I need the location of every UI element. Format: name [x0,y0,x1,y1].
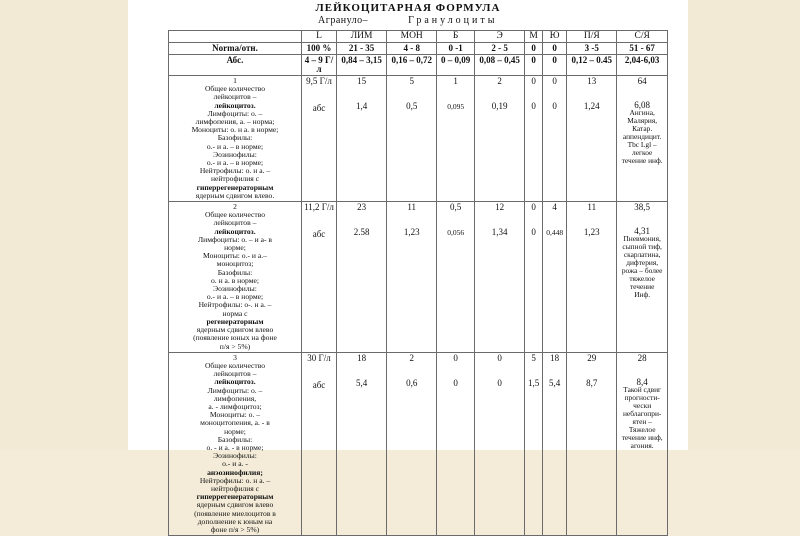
case-description [169,202,302,353]
diagnosis-note: тяжелое [629,274,655,284]
description-line: лимфопения, [213,393,257,403]
description-line: (появление юных на фоне [193,333,277,343]
absolute-value: 0,19 [491,101,508,111]
table-cell: 100 % [302,43,337,55]
table-cell: 2,04-6,03 [617,55,668,76]
case-number: 2 [233,202,237,212]
relative-value: 0,5 [450,202,462,213]
absolute-value: 1,23 [403,227,420,238]
description-line: анэозинофилия; [207,467,263,477]
leukocyte-count-cell [302,76,337,202]
segmented-absolute: 4,31 [634,226,651,237]
description-line: Базофилы: [217,434,253,444]
description-line: а. - лимфоцитоз; [208,401,262,411]
description-line: норме; [224,243,246,253]
document-subtitle [318,15,497,26]
case-row-1 [169,76,668,202]
description-line: о.- и а. - [222,459,248,469]
abs-row [169,55,668,76]
relative-value: 0 [453,352,458,363]
value-cell [567,76,617,202]
row-label: Norma/отн. [169,43,302,55]
description-line: о.- и а. – в норме; [206,292,264,302]
diagnosis-note: прогности- [624,392,660,402]
table-cell: 0 [525,43,543,55]
diagnosis-note: течение [629,282,655,292]
diagnosis-note: Пневмония, [623,234,661,244]
description-line: ядерным сдвигом влево [196,325,274,335]
description-line: Лимфоциты: о. – [207,385,263,395]
abs-label: абс [312,103,326,113]
case-description [169,352,302,535]
diagnosis-note: легкое [632,148,653,157]
diagnosis-note: Катар. [632,124,653,133]
absolute-value: 0,056 [447,228,465,238]
relative-value: 4 [552,202,557,213]
segmented-cell [617,352,668,535]
absolute-value: 8,7 [586,377,598,388]
leukocyte-count: 30 Г/л [307,352,331,363]
table-cell: 0 – 0,09 [437,55,475,76]
description-line: норме; [224,426,246,436]
value-cell [543,76,567,202]
description-line: фоне п/я > 5%) [210,524,260,534]
description-line: п/я > 5%) [219,341,251,351]
leukocyte-count-cell [302,352,337,535]
subtitle-agranulocytes: Агрануло– [318,15,369,26]
value-cell [567,352,617,535]
relative-value: 15 [357,76,367,86]
absolute-value: 5,4 [549,377,561,388]
case-row-2 [169,202,668,353]
absolute-value: 0 [531,227,536,238]
diagnosis-note: чески [633,400,652,410]
header-cell: Ю [543,31,567,43]
diagnosis-note: Тяжелое [628,424,656,434]
diagnosis-note: Малярия, [627,116,658,125]
relative-value: 0 [497,352,502,363]
description-line: Эозинофилы: [213,284,257,294]
diagnosis-note: скарлатина, [623,250,661,260]
header-cell: П/Я [567,31,617,43]
relative-value: 29 [587,352,597,363]
description-line: гиперрегенераторным [196,182,274,192]
absolute-value: 1,24 [583,101,600,111]
diagnosis-note: Ангина, [629,108,655,117]
header-row [169,31,668,43]
header-cell [169,31,302,43]
absolute-value: 2.58 [353,227,370,238]
description-line: ядерным сдвигом влево [196,500,274,510]
description-line: дополнение к юным на [197,516,273,526]
table-cell: 51 - 67 [617,43,668,55]
diagnosis-note: аппендицит. [622,132,662,141]
description-line: о. - и а. - в норме; [206,442,264,452]
leukocyte-table [168,30,668,536]
description-line: Базофилы: [217,133,253,143]
diagnosis-note: Тbc Lgl – [627,140,657,149]
relative-value: 11 [587,202,597,213]
value-cell [475,202,525,353]
diagnosis-note: ятен – [632,416,652,426]
absolute-value: 0,5 [406,101,418,111]
value-cell [387,202,437,353]
absolute-value: 1,34 [491,227,508,238]
description-line: норма с [222,308,248,318]
header-cell: С/Я [617,31,668,43]
description-line: лейкоцитоз. [214,226,256,236]
absolute-value: 1,23 [583,227,600,238]
description-line: Базофилы: [217,267,253,277]
description-line: лейкоцитоз. [214,100,256,110]
segmented-relative: 28 [637,352,647,363]
header-cell: Э [475,31,525,43]
case-description [169,76,302,202]
value-cell [337,76,387,202]
description-line: Нейтрофилы: о. н а. – [199,475,271,485]
diagnosis-note: течение инф, [621,432,663,442]
relative-value: 11 [407,202,417,213]
header-cell: ЛИМ [337,31,387,43]
relative-value: 5 [409,76,414,86]
header-cell: Б [437,31,475,43]
description-line: Общее количество [204,84,266,94]
relative-value: 18 [357,352,367,363]
subtitle-granulocytes: Гранулоциты [408,15,498,26]
value-cell [525,76,543,202]
case-row-3 [169,352,668,535]
value-cell [437,352,475,535]
value-cell [437,76,475,202]
document-title: ЛЕЙКОЦИТАРНАЯ ФОРМУЛА [315,2,501,14]
value-cell [337,352,387,535]
diagnosis-note: рожа – более [621,266,663,276]
absolute-value: 0 [453,377,458,388]
description-line: регенераторным [206,316,264,326]
document-sheet [128,0,688,534]
case-number: 1 [233,76,237,85]
value-cell [337,202,387,353]
absolute-value: 0 [552,101,557,111]
absolute-value: 0 [497,377,502,388]
relative-value: 13 [587,76,597,86]
leukocyte-count: 9,5 Г/л [306,76,332,86]
table-cell: 4 - 8 [387,43,437,55]
description-line: Моноциты: о. н а. в норме; [191,125,279,135]
description-line: Лимфоциты: о. – [207,108,263,118]
segmented-relative: 64 [637,76,647,86]
relative-value: 0 [552,76,557,86]
relative-value: 0 [531,76,536,86]
absolute-value: 1,5 [528,377,540,388]
table-cell: 0,12 – 0.45 [567,55,617,76]
value-cell [387,352,437,535]
description-line: (появление миелоцитов в [194,508,276,518]
segmented-absolute: 8,4 [636,376,648,387]
absolute-value: 0 [531,101,536,111]
description-line: Общее количество [204,360,266,370]
relative-value: 2 [409,352,414,363]
absolute-value: 5,4 [355,377,368,388]
abs-label: абс [312,379,326,390]
description-line: о.- и а. – в норме; [206,158,264,168]
description-line: нейтрофилия с [210,174,260,184]
description-line: Эозинофилы: [213,149,257,159]
table-cell: 0,84 – 3,15 [337,55,387,76]
description-line: лейкоцитоз. [214,377,256,387]
value-cell [567,202,617,353]
description-line: гиперрегенераторным [196,492,274,502]
relative-value: 2 [497,76,502,86]
description-line: лейкоцитов – [213,218,257,228]
value-cell [525,352,543,535]
relative-value: 18 [550,352,560,363]
absolute-value: 1,4 [355,101,368,111]
diagnosis-note: дифтерия, [626,258,659,268]
description-line: лимфопения, а. – норма; [195,117,275,127]
value-cell [475,352,525,535]
table-cell: 21 - 35 [337,43,387,55]
header-cell: L [302,31,337,43]
segmented-relative: 38,5 [634,202,651,213]
diagnosis-note: агония. [630,440,654,450]
diagnosis-note: неблагопри- [622,408,662,418]
description-line: Лимфоциты: о. – и а- в [198,234,272,244]
table-cell: 0,08 – 0,45 [475,55,525,76]
segmented-cell [617,76,668,202]
leukocyte-count: 11,2 Г/л [304,202,334,213]
diagnosis-note: течение инф. [621,156,663,165]
description-line: Общее количество [204,210,266,220]
value-cell [437,202,475,353]
description-line: о. н а. в норме; [210,275,260,285]
description-line: Моноциты: о.- и а.– [203,251,267,261]
header-cell: М [525,31,543,43]
segmented-absolute: 6,08 [634,100,651,110]
segmented-cell [617,202,668,353]
description-line: Моноциты: о. – [209,410,261,420]
absolute-value: 0,448 [546,228,564,238]
description-line: Нейтрофилы: о-. н а. – [198,300,272,310]
table-cell: 0 [543,55,567,76]
table-cell: 0 [525,55,543,76]
diagnosis-note: Инф. [634,290,651,300]
relative-value: 0 [531,202,536,213]
description-line: лейкоцитов – [213,369,257,379]
leukocyte-count-cell [302,202,337,353]
description-line: Эозинофилы: [213,451,257,461]
row-label: Абс. [169,55,302,76]
relative-value: 12 [495,202,505,213]
diagnosis-note: Такой сдвиг [623,384,662,394]
description-line: нейтрофилия с [210,483,260,493]
description-line: лейкоцитов – [213,92,257,102]
value-cell [543,202,567,353]
value-cell [475,76,525,202]
table-cell: 0 -1 [437,43,475,55]
relative-value: 23 [357,202,367,213]
table-cell: 2 - 5 [475,43,525,55]
description-line: ядерным сдвигом влево. [195,190,275,200]
absolute-value: 0,095 [447,102,465,111]
abs-label: абс [312,229,326,240]
header-cell: МОН [387,31,437,43]
right-margin [688,0,800,450]
value-cell [543,352,567,535]
description-line: о.- и а. – в норме; [206,141,264,151]
value-cell [525,202,543,353]
norma-row [169,43,668,55]
description-line: моноцитоз; [216,259,254,269]
table-cell: 0,16 – 0,72 [387,55,437,76]
table-cell: 3 -5 [567,43,617,55]
relative-value: 1 [453,76,458,86]
relative-value: 5 [531,352,536,363]
left-margin [0,0,128,450]
absolute-value: 0,6 [406,377,418,388]
description-line: моноцитопения, а. - в [200,418,270,428]
value-cell [387,76,437,202]
description-line: Нейтрофилы: о. н а. – [199,166,271,176]
table-cell: 0 [543,43,567,55]
case-number: 3 [233,352,237,362]
table-cell: 4 – 9 Г/л [302,55,337,76]
diagnosis-note: сыпной тиф, [622,242,662,252]
